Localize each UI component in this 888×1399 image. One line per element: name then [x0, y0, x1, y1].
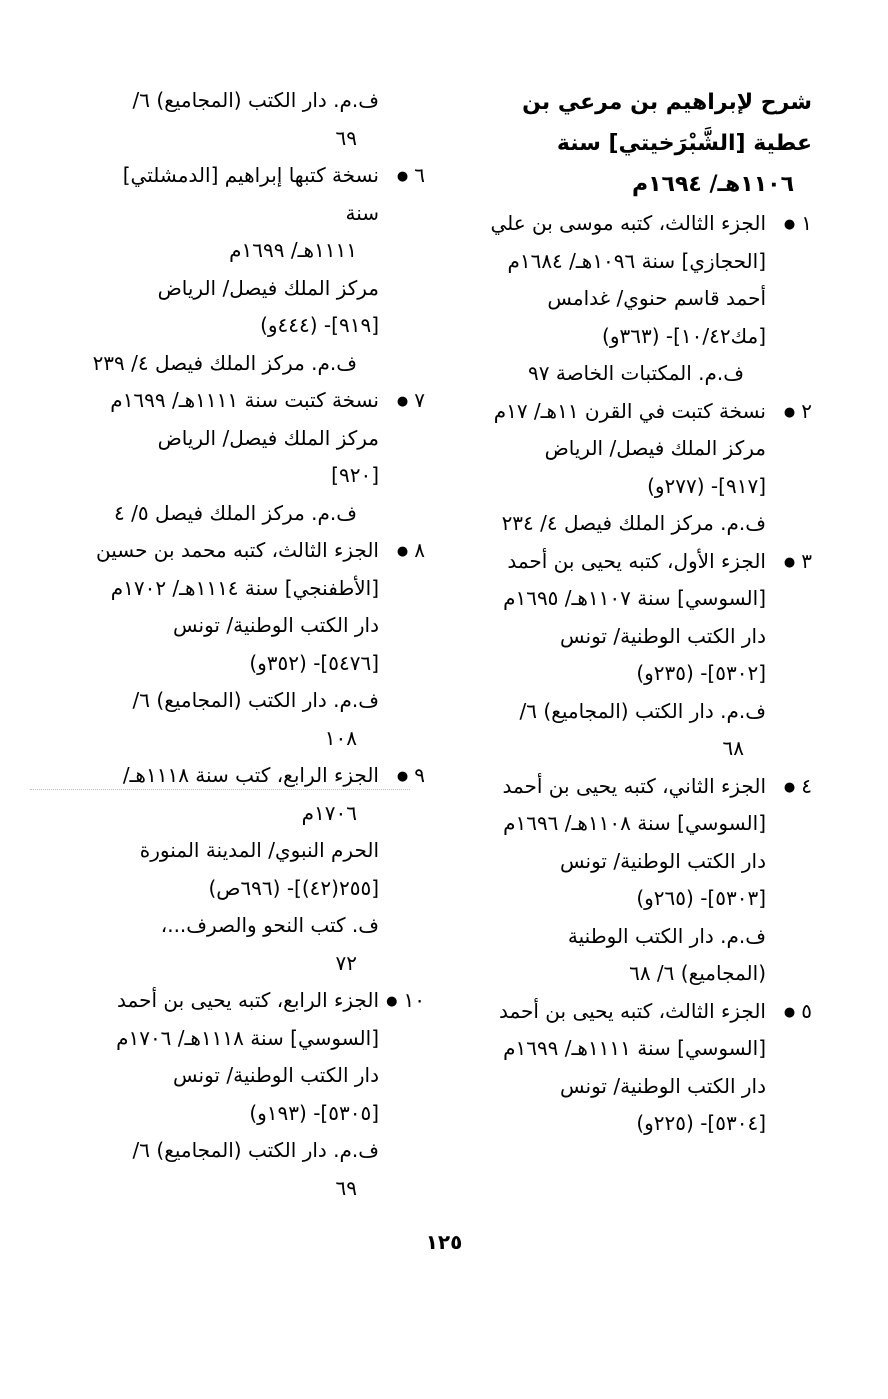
- bullet-icon: ●: [783, 217, 796, 232]
- entry-line: [٥٤٧٦]- (٣٥٢و): [249, 650, 379, 675]
- manuscript-entry-2: [472, 393, 812, 543]
- manuscript-entry-8: [85, 532, 425, 757]
- entry-line: [٢٥٥(٤٢)]- (٦٩٦ص): [208, 875, 379, 900]
- entry-line: الجزء الأول، كتبه يحيى بن أحمد: [507, 548, 766, 573]
- manuscript-entry-6: [85, 157, 425, 382]
- entry-line: [٥٣٠٣]- (٢٦٥و): [636, 886, 766, 910]
- entry-number: ٥: [801, 998, 812, 1023]
- entry-line: [السوسي] سنة ١١٠٧هـ/ ١٦٩٥م: [503, 586, 766, 610]
- entry-line: [٥٣٠٥]- (١٩٣و): [249, 1100, 379, 1125]
- entry-marker: [766, 393, 812, 432]
- entry-line: ف.م. دار الكتب (المجاميع) ٦/: [132, 1138, 379, 1162]
- entry-number: ٧: [414, 388, 425, 412]
- entry-line: ف.م. مركز الملك فيصل ٤/ ٢٣٩: [92, 350, 357, 375]
- entry-line: مركز الملك فيصل/ الرياض: [544, 436, 766, 460]
- entry-line: ف. كتب النحو والصرف...،: [160, 913, 379, 937]
- entry-line: ف.م. دار الكتب الوطنية: [567, 923, 766, 948]
- entry-line: الجزء الرابع، كتبه يحيى بن أحمد: [117, 988, 379, 1012]
- manuscript-entry-4: [472, 768, 812, 993]
- entry-line: الجزء الرابع، كتب سنة ١١١٨هـ/: [122, 763, 379, 787]
- entry-line: [٩١٩]- (٤٤٤و): [260, 313, 379, 337]
- entry-line: ف.م. المكتبات الخاصة ٩٧: [528, 361, 744, 385]
- entry-line: ف.م. دار الكتب (المجاميع) ٦/: [132, 688, 379, 712]
- entry-line: أحمد قاسم حنوي/ غدامس: [547, 286, 766, 310]
- left-column: [85, 82, 425, 1207]
- entry-number: ٣: [801, 548, 812, 573]
- entry-line: دار الكتب الوطنية/ تونس: [173, 1063, 379, 1087]
- entry-line: نسخة كتبت سنة ١١١١هـ/ ١٦٩٩م: [110, 388, 379, 412]
- entry-line: ف.م. دار الكتب (المجاميع) ٦/: [519, 698, 766, 723]
- entry-marker: [766, 768, 812, 807]
- entry-heading: [472, 82, 812, 205]
- bullet-icon: ●: [783, 1004, 796, 1020]
- entry-line: الجزء الثالث، كتبه يحيى بن أحمد: [498, 998, 766, 1023]
- entry-line: [السوسي] سنة ١١١١هـ/ ١٦٩٩م: [503, 1036, 766, 1060]
- entry-number: ٢: [801, 398, 812, 423]
- entry-line: ١٧٠٦م: [301, 800, 357, 825]
- manuscript-entry-3: [472, 543, 812, 768]
- entry-line: [السوسي] سنة ١١٠٨هـ/ ١٦٩٦م: [503, 811, 766, 835]
- entry-marker: [379, 157, 425, 196]
- entry-line: [٥٣٠٤]- (٢٢٥و): [636, 1111, 766, 1135]
- entry-line: نسخة كتبها إبراهيم [الدمشلتي] سنة: [122, 163, 379, 225]
- entry-line: دار الكتب الوطنية/ تونس: [560, 623, 766, 648]
- entry-line: ف.م. مركز الملك فيصل ٤/ ٢٣٤: [501, 511, 766, 535]
- entry-number: ٤: [801, 773, 812, 798]
- entry-line: [السوسي] سنة ١١١٨هـ/ ١٧٠٦م: [116, 1025, 379, 1050]
- heading-line: عطية [الشَّبْرَخيتي] سنة: [556, 131, 812, 156]
- entry-line: دار الكتب الوطنية/ تونس: [560, 1073, 766, 1098]
- entry-marker: [379, 982, 425, 1021]
- entry-line: الحرم النبوي/ المدينة المنورة: [139, 838, 379, 862]
- entry-line: ف.م. مركز الملك فيصل ٥/ ٤: [114, 500, 357, 525]
- entry-line: ٧٢: [335, 950, 357, 975]
- entry-line: ١٠٨: [324, 725, 357, 750]
- manuscript-entry-9: [85, 757, 425, 982]
- entry-number: ٨: [414, 538, 425, 562]
- entry-marker: [766, 993, 812, 1032]
- manuscript-entry-7: [85, 382, 425, 532]
- entry-line: [٩١٧]- (٢٧٧و): [647, 473, 766, 498]
- entry-line: دار الكتب الوطنية/ تونس: [560, 848, 766, 873]
- bullet-icon: ●: [783, 554, 796, 570]
- entry-line: نسخة كتبت في القرن ١١هـ/ ١٧م: [493, 398, 766, 423]
- heading-date: ١١٠٦هـ/ ١٦٩٤م: [631, 172, 794, 197]
- manuscript-entry-5: [472, 993, 812, 1143]
- entry-number: ١: [801, 211, 812, 235]
- bullet-icon: ●: [396, 169, 409, 184]
- manuscript-entry-5-continued: [85, 82, 425, 157]
- scan-artifact-line: [30, 789, 410, 790]
- right-column: [472, 82, 812, 1143]
- bullet-icon: ●: [783, 779, 796, 795]
- entry-line: الجزء الثاني، كتبه يحيى بن أحمد: [502, 773, 766, 798]
- entry-line: [مك١٠/٤٢]- (٣٦٣و): [602, 323, 766, 348]
- entry-line: [الأطفنجي] سنة ١١١٤هـ/ ١٧٠٢م: [110, 575, 379, 600]
- heading-line: شرح لإبراهيم بن مرعي بن: [522, 90, 812, 115]
- entry-number: ١٠: [403, 988, 425, 1012]
- entry-line: ف.م. دار الكتب (المجاميع) ٦/: [132, 88, 379, 112]
- entry-line: [٥٣٠٢]- (٢٣٥و): [636, 661, 766, 685]
- entry-number: ٦: [414, 163, 425, 187]
- entry-line: (المجاميع) ٦/ ٦٨: [629, 961, 766, 985]
- bullet-icon: ●: [386, 994, 398, 1009]
- page-number: ١٢٥: [425, 1230, 463, 1254]
- entry-marker: [766, 543, 812, 582]
- entry-line: [الحجازي] سنة ١٠٩٦هـ/ ١٦٨٤م: [507, 248, 766, 273]
- manuscript-entry-10: [85, 982, 425, 1207]
- entry-line: دار الكتب الوطنية/ تونس: [173, 613, 379, 637]
- entry-line: ٦٩: [335, 125, 357, 150]
- bullet-icon: ●: [396, 394, 409, 409]
- entry-number: ٩: [414, 763, 425, 787]
- bullet-icon: ●: [783, 404, 796, 420]
- entry-line: [٩٢٠]: [331, 463, 379, 487]
- entry-marker: [766, 205, 812, 244]
- entry-line: مركز الملك فيصل/ الرياض: [157, 275, 379, 300]
- entry-line: مركز الملك فيصل/ الرياض: [157, 425, 379, 450]
- entry-marker: [379, 382, 425, 421]
- entry-line: ٦٩: [335, 1175, 357, 1200]
- entry-marker: [379, 532, 425, 571]
- bullet-icon: ●: [396, 769, 409, 784]
- entry-line: الجزء الثالث، كتبه موسى بن علي: [490, 211, 766, 235]
- entry-line: ٦٨: [722, 736, 744, 760]
- entry-line: الجزء الثالث، كتبه محمد بن حسين: [95, 538, 379, 562]
- manuscript-entry-1: [472, 205, 812, 393]
- entry-line: ١١١١هـ/ ١٦٩٩م: [229, 238, 357, 262]
- bullet-icon: ●: [396, 544, 409, 559]
